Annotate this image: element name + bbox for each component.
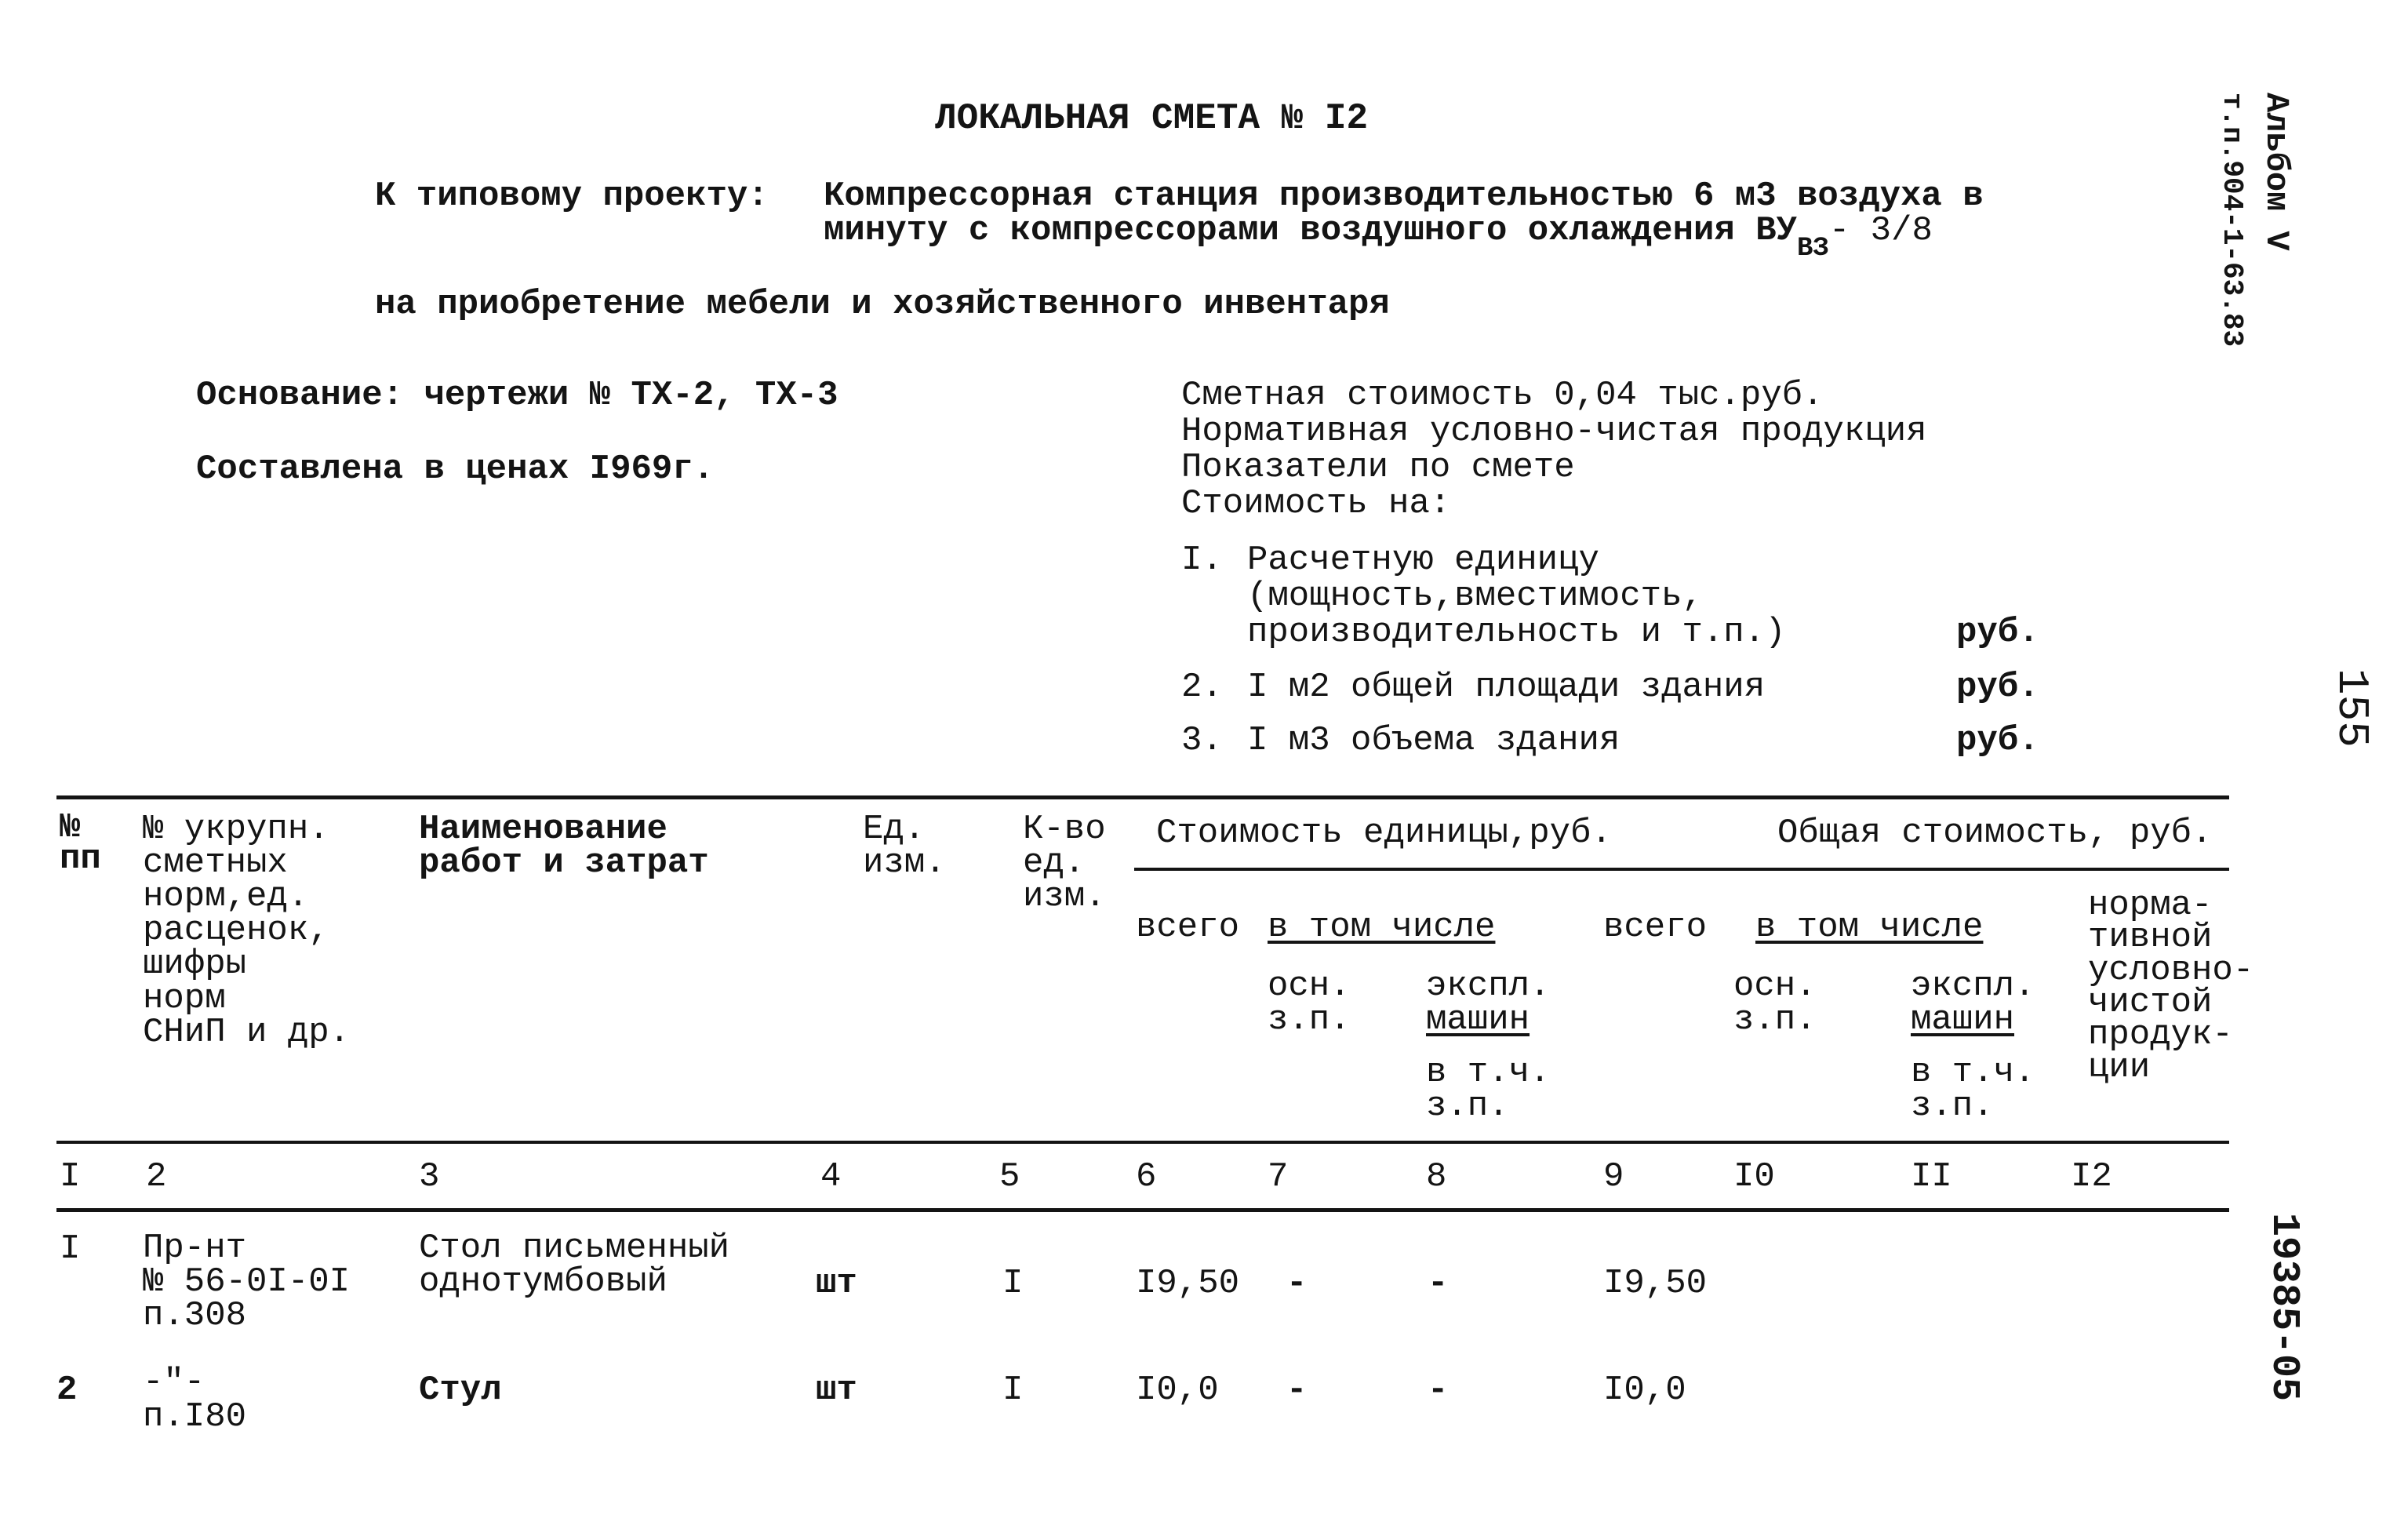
col-number-4: 4 (820, 1157, 842, 1196)
header-unit-machines: экспл. машин (1426, 967, 1551, 1040)
table-top-rule (56, 795, 2229, 799)
summary-item-1-unit: руб. (1956, 613, 2039, 652)
row-2-total: I0,0 (1603, 1371, 1686, 1410)
summary-item-1-line-1: Расчетную единицу (1247, 541, 1599, 580)
header-qty: К-во ед. изм. (1023, 810, 1106, 917)
summary-cost: Сметная стоимость 0,04 тыс.руб. (1181, 376, 1824, 415)
purpose-line: на приобретение мебели и хозяйственного инвентаря (375, 285, 1390, 324)
summary-item-3-num: 3. (1181, 721, 1223, 760)
row-1-unit-total: I9,50 (1136, 1264, 1240, 1303)
header-total-incl-wages: в т.ч. з.п. (1911, 1053, 2035, 1127)
summary-item-1-num: I. (1181, 541, 1223, 580)
header-unit-incl: в том числе (1268, 908, 1496, 947)
album-label: Альбом V (2257, 93, 2295, 251)
row-2-qty: I (1002, 1371, 1024, 1410)
header-unit-cost: Стоимость единицы,руб. (1156, 814, 1612, 853)
summary-normative: Нормативная условно-чистая продукция (1181, 412, 1927, 451)
col-number-5: 5 (999, 1157, 1020, 1196)
row-1-qty: I (1002, 1264, 1024, 1303)
col-number-2: 2 (146, 1157, 167, 1196)
project-line-2-text: минуту с компрессорами воздушного охлаждения ВУ (824, 211, 1798, 250)
header-bottom-rule (56, 1141, 2229, 1144)
cost-header-rule (1134, 868, 2229, 871)
row-2-name: Стул (419, 1371, 502, 1410)
row-1-unit: шт (816, 1264, 857, 1303)
summary-item-1-line-3: производительность и т.п.) (1247, 613, 1786, 652)
header-normative: норма- тивной условно- чистой продук- ции (2088, 886, 2254, 1087)
col-number-12: I2 (2071, 1157, 2112, 1196)
header-total-total: всего (1603, 908, 1708, 947)
header-code: № укрупн. сметных норм,ед. расценок, шифры норм СНиП и др. (143, 810, 351, 1052)
row-1-name: Стол письменный однотумбовый (419, 1229, 730, 1302)
header-unit: Ед. изм. (863, 810, 946, 883)
summary-item-2-num: 2. (1181, 668, 1223, 707)
col-number-6: 6 (1136, 1157, 1157, 1196)
summary-item-3-line-1: I м3 объема здания (1247, 721, 1620, 760)
row-2-unit-wages: - (1286, 1371, 1308, 1410)
col-number-8: 8 (1426, 1157, 1447, 1196)
header-unit-incl-wages: в т.ч. з.п. (1426, 1053, 1551, 1127)
summary-item-2-line-1: I м2 общей площади здания (1247, 668, 1766, 707)
row-2-code: -"- п.I80 (143, 1363, 247, 1436)
header-unit-total: всего (1136, 908, 1240, 947)
summary-indicators: Показатели по смете (1181, 448, 1575, 487)
col-number-9: 9 (1603, 1157, 1624, 1196)
header-num: № пп (60, 808, 101, 879)
row-1-code: Пр-нт № 56-0I-0I п.308 (143, 1229, 351, 1336)
prices-line: Составлена в ценах I969г. (196, 450, 715, 489)
project-label: К типовому проекту: (375, 177, 769, 216)
header-total-cost: Общая стоимость, руб. (1777, 814, 2213, 853)
col-number-11: II (1911, 1157, 1952, 1196)
row-1-unit-machines: - (1428, 1264, 1449, 1303)
header-total-machines: экспл. машин (1911, 967, 2035, 1040)
project-line-2-subscript: ВЗ (1797, 234, 1829, 264)
summary-cost-for: Стоимость на: (1181, 484, 1451, 523)
col-number-7: 7 (1268, 1157, 1289, 1196)
project-line-1: Компрессорная станция производительностью 6 м3 воздуха в (824, 177, 1984, 216)
col-number-10: I0 (1733, 1157, 1775, 1196)
page-number: 155 (2326, 668, 2377, 748)
header-total-wages: осн. з.п. (1733, 967, 1817, 1040)
col-number-3: 3 (419, 1157, 440, 1196)
col-numbers-rule (56, 1208, 2229, 1212)
project-code: т.п.904-1-63.83 (2216, 93, 2248, 348)
summary-item-3-unit: руб. (1956, 721, 2039, 760)
header-name: Наименование работ и затрат (419, 810, 709, 883)
row-1-total: I9,50 (1603, 1264, 1708, 1303)
row-2-num: 2 (56, 1371, 78, 1410)
basis-line: Основание: чертежи № ТХ-2, ТХ-3 (196, 376, 838, 415)
header-total-incl: в том числе (1755, 908, 1984, 947)
header-unit-wages: осн. з.п. (1268, 967, 1351, 1040)
row-2-unit-machines: - (1428, 1371, 1449, 1410)
summary-item-2-unit: руб. (1956, 668, 2039, 707)
document-title: ЛОКАЛЬНАЯ СМЕТА № I2 (935, 98, 1369, 139)
row-1-num: I (60, 1229, 81, 1269)
document-number: 19385-05 (2261, 1213, 2306, 1402)
col-number-1: I (60, 1157, 81, 1196)
row-2-unit: шт (816, 1371, 857, 1410)
project-line-2 (824, 213, 1933, 262)
summary-item-1-line-2: (мощность,вместимость, (1247, 577, 1703, 616)
project-line-2-suffix: - 3/8 (1828, 211, 1933, 250)
row-2-unit-total: I0,0 (1136, 1371, 1219, 1410)
row-1-unit-wages: - (1286, 1264, 1308, 1303)
